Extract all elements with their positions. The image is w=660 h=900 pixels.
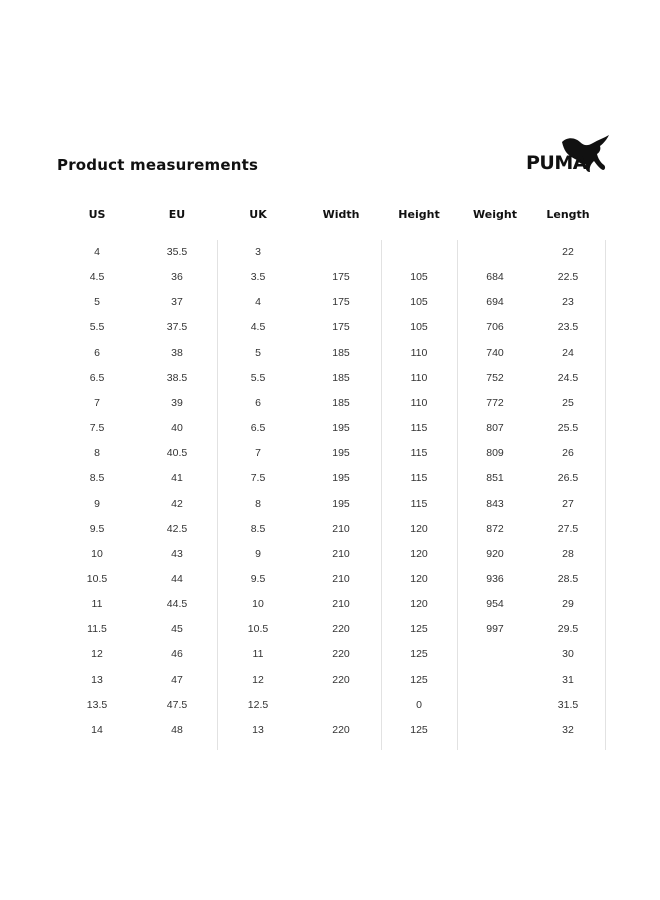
table-cell-uk: 10	[252, 598, 264, 611]
table-cell-eu: 38	[171, 346, 183, 359]
table-cell-eu: 44	[171, 572, 183, 585]
table-cell-height: 110	[410, 371, 428, 384]
table-cell-length: 28.5	[557, 572, 579, 585]
table-cell-eu: 37.5	[166, 321, 188, 334]
table-cell-width: 175	[332, 296, 350, 309]
table-cell-height: 125	[410, 623, 428, 636]
table-cell-uk: 5.5	[250, 371, 266, 384]
table-cell-weight: 740	[486, 346, 504, 359]
table-cell-height: 125	[410, 648, 428, 661]
table-cell-us: 12	[91, 648, 103, 661]
table-cell-length: 31.5	[557, 698, 579, 711]
table-cell-width: 185	[332, 371, 350, 384]
table-cell-height: 120	[410, 572, 428, 585]
table-cell-height: 125	[410, 673, 428, 686]
table-cell-uk: 3	[255, 246, 261, 258]
column-divider	[217, 240, 218, 750]
table-cell-length: 22	[562, 246, 574, 258]
table-cell-height: 105	[410, 321, 428, 334]
table-cell-weight: 920	[486, 547, 504, 560]
table-cell-uk: 11	[252, 648, 264, 661]
table-cell-length: 29	[562, 598, 574, 611]
puma-logo	[526, 134, 612, 180]
table-cell-width: 195	[332, 422, 350, 435]
column-header-length: Length	[546, 208, 590, 221]
table-cell-eu: 45	[171, 623, 183, 636]
column-header-width: Width	[322, 208, 360, 221]
table-cell-uk: 8	[255, 497, 261, 510]
table-cell-width: 185	[332, 346, 350, 359]
table-cell-eu: 42	[171, 497, 183, 510]
table-cell-eu: 38.5	[166, 371, 188, 384]
table-cell-weight: 997	[486, 623, 504, 636]
table-cell-us: 7.5	[89, 422, 105, 435]
table-cell-width: 195	[332, 447, 350, 460]
table-cell-weight: 772	[486, 396, 504, 409]
column-divider	[381, 240, 382, 750]
table-cell-eu: 40.5	[166, 447, 188, 460]
table-cell-weight: 752	[486, 371, 504, 384]
table-cell-length: 23	[562, 296, 574, 309]
table-cell-uk: 3.5	[250, 271, 266, 284]
table-cell-width: 210	[332, 547, 350, 560]
table-cell-eu: 46	[171, 648, 183, 661]
table-cell-uk: 6.5	[250, 422, 266, 435]
table-cell-length: 31	[562, 673, 574, 686]
table-cell-width: 195	[332, 497, 350, 510]
table-cell-us: 9.5	[89, 522, 105, 535]
table-cell-eu: 43	[171, 547, 183, 560]
column-divider	[605, 240, 606, 750]
table-cell-eu: 47.5	[166, 698, 188, 711]
table-cell-height: 120	[410, 522, 428, 535]
table-cell-us: 13.5	[86, 698, 108, 711]
table-cell-eu: 42.5	[166, 522, 188, 535]
table-cell-us: 14	[91, 723, 103, 736]
table-cell-length: 27	[562, 497, 574, 510]
table-cell-length: 32	[562, 723, 574, 736]
table-cell-us: 13	[91, 673, 103, 686]
table-cell-us: 10	[91, 547, 103, 560]
table-cell-length: 23.5	[557, 321, 579, 334]
table-cell-width: 175	[332, 271, 350, 284]
table-cell-weight: 936	[486, 572, 504, 585]
table-cell-us: 11.5	[87, 623, 107, 636]
table-cell-length: 26	[562, 447, 574, 460]
table-cell-width: 195	[332, 472, 350, 485]
table-cell-width: 210	[332, 522, 350, 535]
table-cell-width: 220	[332, 673, 350, 686]
table-cell-us: 6	[94, 346, 100, 359]
table-cell-width: 220	[332, 623, 350, 636]
table-cell-uk: 9	[255, 547, 261, 560]
table-cell-us: 8.5	[89, 472, 105, 485]
table-cell-height: 115	[410, 422, 428, 435]
table-cell-eu: 35.5	[166, 246, 188, 258]
table-cell-weight: 954	[486, 598, 504, 611]
table-cell-us: 4	[94, 246, 100, 258]
column-header-weight: Weight	[473, 208, 517, 221]
table-cell-length: 30	[562, 648, 574, 661]
table-cell-eu: 48	[171, 723, 183, 736]
table-cell-weight: 872	[486, 522, 504, 535]
table-cell-height: 115	[410, 447, 428, 460]
column-header-eu: EU	[168, 208, 186, 221]
table-cell-eu: 47	[171, 673, 183, 686]
table-cell-height: 110	[410, 346, 428, 359]
table-cell-width: 210	[332, 598, 350, 611]
table-cell-uk: 12.5	[247, 698, 269, 711]
table-cell-us: 4.5	[89, 271, 105, 284]
table-cell-height: 125	[410, 723, 428, 736]
table-cell-eu: 44.5	[166, 598, 188, 611]
table-cell-us: 5.5	[89, 321, 105, 334]
table-cell-uk: 13	[252, 723, 264, 736]
column-divider	[457, 240, 458, 750]
table-cell-us: 9	[94, 497, 100, 510]
table-cell-length: 27.5	[557, 522, 579, 535]
table-cell-us: 8	[94, 447, 100, 460]
table-cell-height: 120	[410, 547, 428, 560]
table-cell-length: 26.5	[557, 472, 579, 485]
table-cell-weight: 843	[486, 497, 504, 510]
column-header-height: Height	[398, 208, 440, 221]
table-cell-width: 220	[332, 723, 350, 736]
table-cell-eu: 41	[171, 472, 183, 485]
table-cell-us: 6.5	[89, 371, 105, 384]
table-cell-length: 28	[562, 547, 574, 560]
table-cell-uk: 5	[255, 346, 261, 359]
table-cell-weight: 684	[486, 271, 504, 284]
table-cell-weight: 706	[486, 321, 504, 334]
table-cell-length: 25.5	[557, 422, 579, 435]
table-cell-height: 0	[416, 698, 422, 711]
table-cell-uk: 9.5	[250, 572, 266, 585]
table-cell-eu: 39	[171, 396, 183, 409]
page-title: Product measurements	[57, 156, 259, 174]
table-cell-length: 25	[562, 396, 574, 409]
table-cell-weight: 694	[486, 296, 504, 309]
table-cell-length: 22.5	[557, 271, 579, 284]
table-cell-uk: 4.5	[250, 321, 266, 334]
table-cell-uk: 7.5	[250, 472, 266, 485]
table-cell-us: 11	[91, 598, 103, 611]
table-cell-length: 29.5	[557, 623, 579, 636]
table-cell-height: 115	[410, 472, 428, 485]
table-cell-height: 120	[410, 598, 428, 611]
table-cell-uk: 7	[255, 447, 261, 460]
table-cell-length: 24.5	[557, 371, 579, 384]
table-cell-height: 115	[410, 497, 428, 510]
table-cell-uk: 6	[255, 396, 261, 409]
table-cell-height: 110	[410, 396, 428, 409]
table-cell-uk: 4	[255, 296, 261, 309]
table-cell-eu: 40	[171, 422, 183, 435]
column-header-us: US	[88, 208, 106, 221]
table-cell-eu: 36	[171, 271, 183, 284]
table-cell-weight: 807	[486, 422, 504, 435]
table-cell-uk: 8.5	[250, 522, 266, 535]
table-cell-width: 185	[332, 396, 350, 409]
table-cell-uk: 10.5	[247, 623, 269, 636]
table-cell-width: 175	[332, 321, 350, 334]
column-header-uk: UK	[249, 208, 267, 221]
table-cell-weight: 851	[486, 472, 504, 485]
table-cell-height: 105	[410, 271, 428, 284]
table-cell-weight: 809	[486, 447, 504, 460]
table-cell-width: 220	[332, 648, 350, 661]
table-cell-us: 10.5	[86, 572, 108, 585]
table-cell-us: 5	[94, 296, 100, 309]
table-cell-height: 105	[410, 296, 428, 309]
table-cell-us: 7	[94, 396, 100, 409]
table-cell-width: 210	[332, 572, 350, 585]
brand-wordmark: PUMA	[526, 152, 587, 174]
table-cell-uk: 12	[252, 673, 264, 686]
table-cell-length: 24	[562, 346, 574, 359]
table-cell-eu: 37	[171, 296, 183, 309]
